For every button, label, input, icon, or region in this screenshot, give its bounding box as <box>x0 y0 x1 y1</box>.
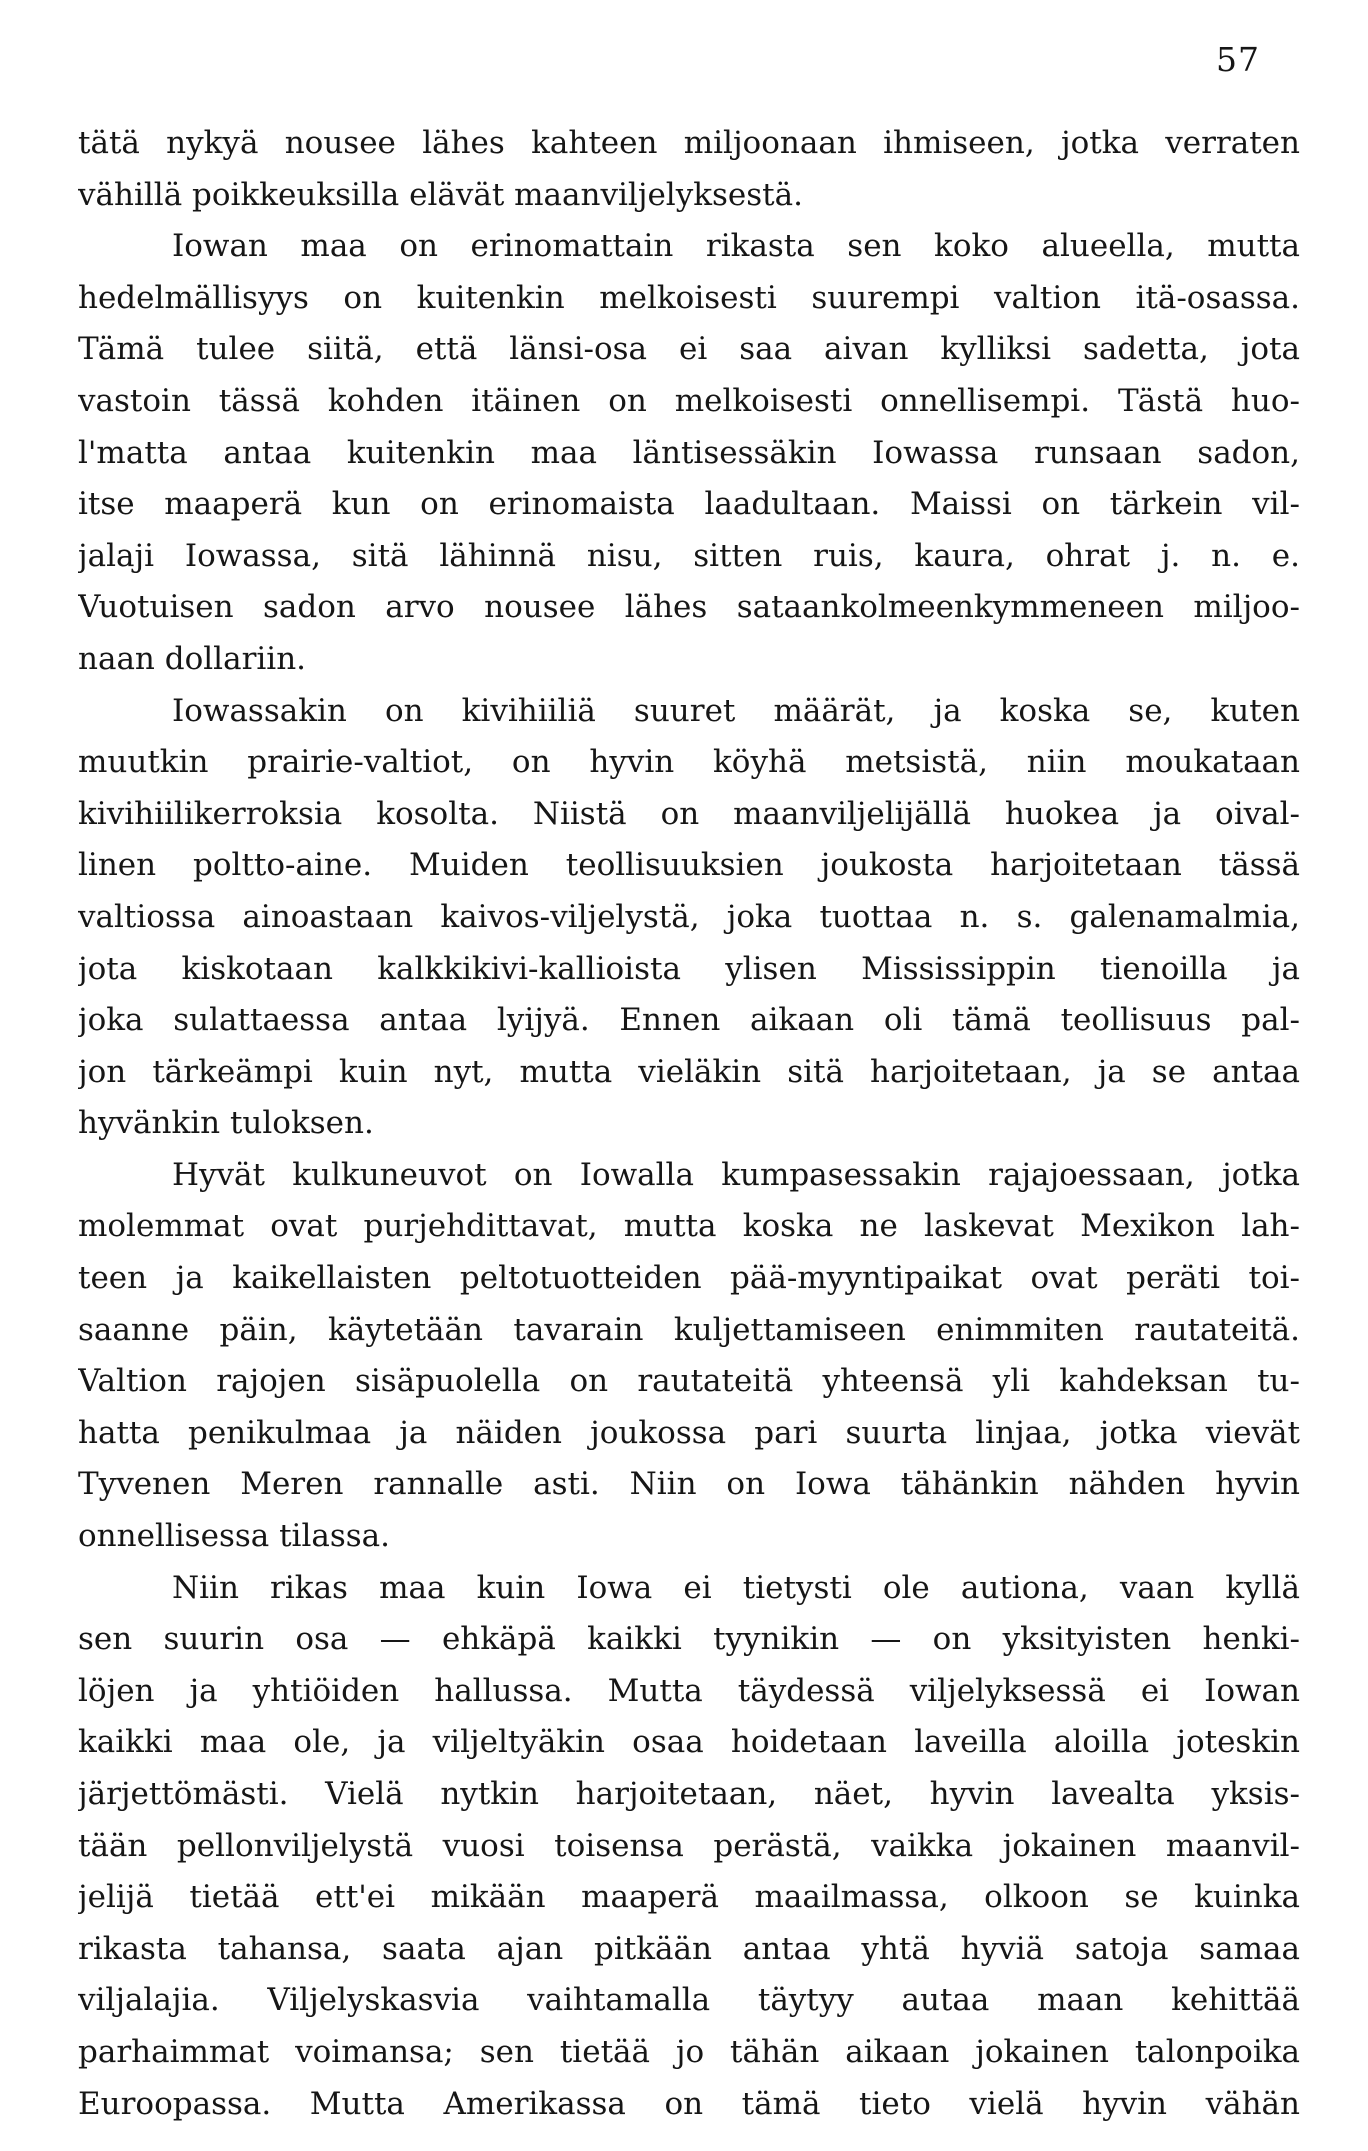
text-line: Tämä tulee siitä, että länsi-osa ei saa aivan kylliksi sadetta, jota <box>78 331 1300 368</box>
text-line: onnellisessa tilassa. <box>78 1518 391 1555</box>
text-line: joka sulattaessa antaa lyijyä. Ennen aikaan oli tämä teollisuus pal- <box>78 1002 1300 1039</box>
text-line: jelijä tietää ett'ei mikään maaperä maailmassa, olkoon se kuinka <box>78 1879 1300 1916</box>
text-line: valtiossa ainoastaan kaivos-viljelystä, joka tuottaa n. s. galenamalmia, <box>78 898 1300 935</box>
text-line: linen poltto-aine. Muiden teollisuuksien joukosta harjoitetaan tässä <box>78 847 1300 884</box>
text-line: järjettömästi. Vielä nytkin harjoitetaan, näet, hyvin lavealta yksis- <box>78 1776 1300 1812</box>
text-line: Iowassakin on kivihiiliä suuret määrät, ja koska se, kuten <box>172 692 1300 729</box>
text-line: l'matta antaa kuitenkin maa läntisessäkin Iowassa runsaan sadon, <box>78 434 1300 471</box>
text-line: viljalajia. Viljelyskasvia vaihtamalla täytyy autaa maan kehittää <box>78 1982 1300 2019</box>
text-line: jota kiskotaan kalkkikivi-kallioista ylisen Mississippin tienoilla ja <box>78 950 1300 987</box>
text-line: Euroopassa. Mutta Amerikassa on tämä tieto vielä hyvin vähän <box>78 2085 1300 2122</box>
text-line: sen suurin osa — ehkäpä kaikki tyynikin — on yksityisten henki- <box>78 1621 1300 1658</box>
page-number: 57 <box>1216 40 1260 79</box>
text-line: vähillä poikkeuksilla elävät maanviljelyksestä. <box>78 176 803 213</box>
text-line: saanne päin, käytetään tavarain kuljettamiseen enimmiten rautateitä. <box>78 1311 1300 1348</box>
text-line: Valtion rajojen sisäpuolella on rautateitä yhteensä yli kahdeksan tu- <box>78 1363 1300 1400</box>
text-line: Tyvenen Meren rannalle asti. Niin on Iowa tähänkin nähden hyvin <box>78 1466 1300 1503</box>
text-line: naan dollariin. <box>78 640 307 677</box>
text-line: jon tärkeämpi kuin nyt, mutta vieläkin sitä harjoitetaan, ja se antaa <box>78 1053 1300 1090</box>
text-line: jalaji Iowassa, sitä lähinnä nisu, sitten ruis, kaura, ohrat j. n. e. <box>78 537 1300 574</box>
text-line: kaikki maa ole, ja viljeltyäkin osaa hoidetaan laveilla aloilla joteskin <box>78 1724 1300 1761</box>
text-line: tään pellonviljelystä vuosi toisensa perästä, vaikka jokainen maanvil- <box>78 1827 1300 1864</box>
text-line: tätä nykyä nousee lähes kahteen miljoonaan ihmiseen, jotka verraten <box>78 125 1300 161</box>
text-line: hatta penikulmaa ja näiden joukossa pari suurta linjaa, jotka vievät <box>78 1414 1300 1451</box>
body-text <box>78 118 1300 2130</box>
text-line: molemmat ovat purjehdittavat, mutta koska ne laskevat Mexikon lah- <box>78 1208 1300 1245</box>
text-line: rikasta tahansa, saata ajan pitkään antaa yhtä hyviä satoja samaa <box>78 1930 1300 1967</box>
text-line: Niin rikas maa kuin Iowa ei tietysti ole autiona, vaan kyllä <box>172 1569 1300 1606</box>
text-line: itse maaperä kun on erinomaista laadultaan. Maissi on tärkein vil- <box>78 486 1300 523</box>
text-line: vastoin tässä kohden itäinen on melkoisesti onnellisempi. Tästä huo- <box>78 382 1300 419</box>
text-line: muutkin prairie-valtiot, on hyvin köyhä metsistä, niin moukataan <box>78 744 1300 781</box>
text-line: Iowan maa on erinomattain rikasta sen koko alueella, mutta <box>172 228 1300 265</box>
text-line: kivihiilikerroksia kosolta. Niistä on maanviljelijällä huokea ja oival- <box>78 795 1300 832</box>
text-line: löjen ja yhtiöiden hallussa. Mutta täydessä viljelyksessä ei Iowan <box>78 1672 1300 1709</box>
text-line: hedelmällisyys on kuitenkin melkoisesti suurempi valtion itä-osassa. <box>78 279 1300 316</box>
text-line: hyvänkin tuloksen. <box>78 1105 374 1142</box>
text-line: teen ja kaikellaisten peltotuotteiden pää-myyntipaikat ovat peräti toi- <box>78 1260 1300 1297</box>
text-line: Vuotuisen sadon arvo nousee lähes sataankolmeenkymmeneen miljoo- <box>78 589 1300 626</box>
text-line: Hyvät kulkuneuvot on Iowalla kumpasessakin rajajoessaan, jotka <box>172 1156 1300 1193</box>
text-line: parhaimmat voimansa; sen tietää jo tähän aikaan jokainen talonpoika <box>78 2033 1300 2070</box>
